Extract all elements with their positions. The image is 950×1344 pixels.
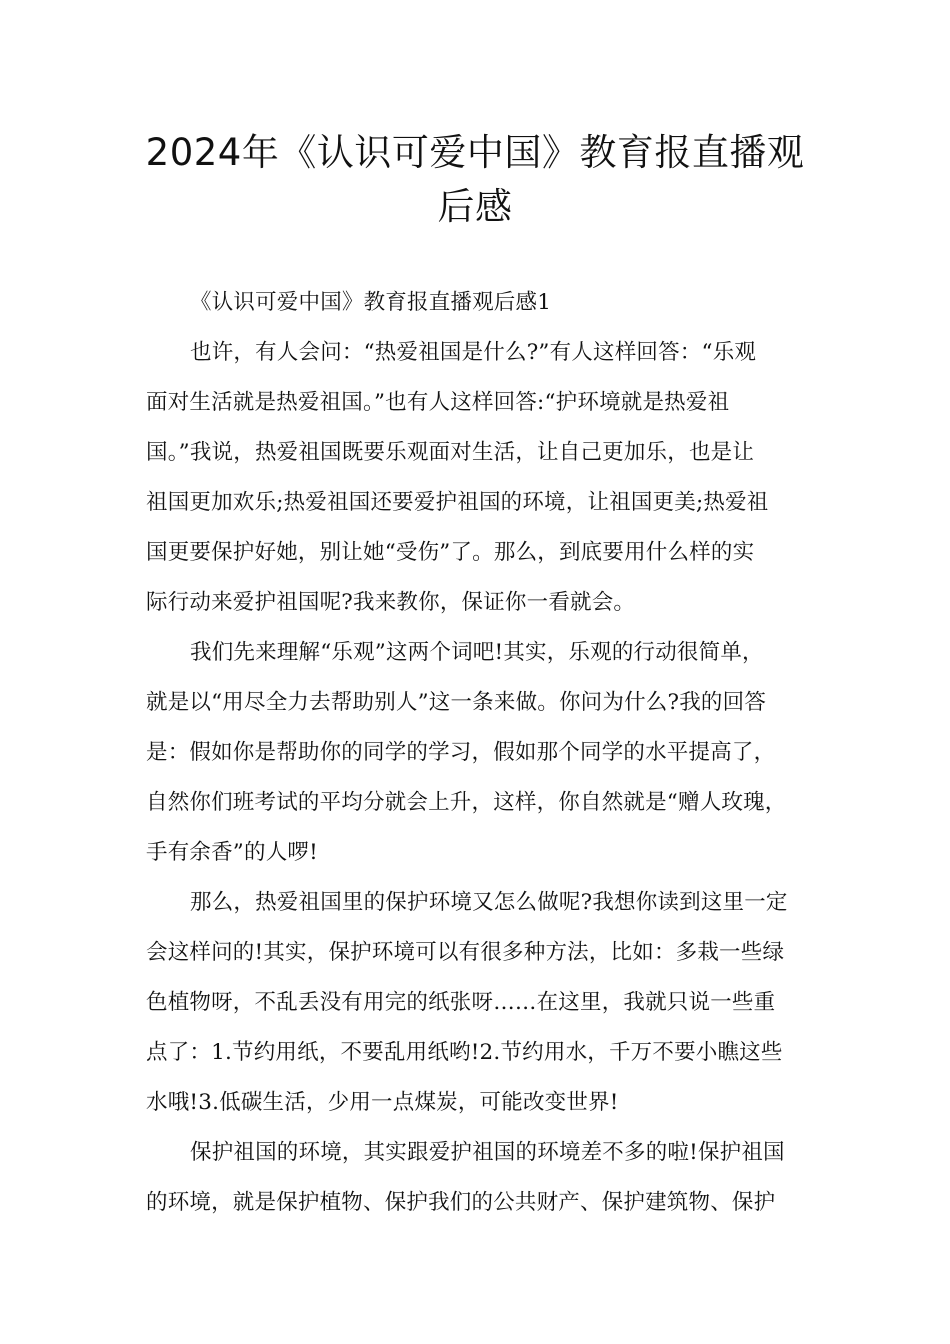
paragraph-line: 国。”我说，热爱祖国既要乐观面对生活，让自己更加乐，也是让 — [146, 440, 755, 465]
paragraph-line: 色植物呀，不乱丢没有用完的纸张呀……在这里，我就只说一些重 — [146, 990, 776, 1015]
paragraph-line: 自然你们班考试的平均分就会上升，这样，你自然就是“赠人玫瑰， — [146, 790, 787, 815]
paragraph-line: 那么，热爱祖国里的保护环境又怎么做呢?我想你读到这里一定 — [190, 890, 788, 915]
paragraph-line: 国更要保护好她，别让她“受伤”了。那么，到底要用什么样的实 — [146, 540, 755, 565]
paragraph-line: 面对生活就是热爱祖国。”也有人这样回答:“护环境就是热爱祖 — [146, 390, 730, 415]
paragraph-line: 我们先来理解“乐观”这两个词吧!其实，乐观的行动很简单， — [190, 640, 764, 665]
section-heading: 《认识可爱中国》教育报直播观后感1 — [190, 290, 552, 315]
document-title-line-2: 后感 — [437, 185, 513, 228]
paragraph-line: 就是以“用尽全力去帮助别人”这一条来做。你问为什么?我的回答 — [146, 690, 767, 715]
paragraph-line: 手有余香”的人啰! — [146, 840, 318, 865]
paragraph-line: 会这样问的!其实，保护环境可以有很多种方法，比如：多栽一些绿 — [146, 940, 785, 965]
paragraph-line: 的环境，就是保护植物、保护我们的公共财产、保护建筑物、保护 — [146, 1190, 776, 1215]
paragraph-line: 水哦!3.低碳生活，少用一点煤炭，可能改变世界! — [146, 1090, 619, 1115]
document-title-line-1: 2024年《认识可爱中国》教育报直播观 — [145, 131, 805, 174]
paragraph-line: 祖国更加欢乐;热爱祖国还要爱护祖国的环境，让祖国更美;热爱祖 — [146, 490, 769, 515]
paragraph-line: 也许，有人会问：“热爱祖国是什么?”有人这样回答：“乐观 — [190, 340, 757, 365]
paragraph-line: 点了：1.节约用纸，不要乱用纸哟!2.节约用水，千万不要小瞧这些 — [146, 1040, 783, 1065]
paragraph-line: 保护祖国的环境，其实跟爱护祖国的环境差不多的啦!保护祖国 — [190, 1140, 785, 1165]
paragraph-line: 际行动来爱护祖国呢?我来教你，保证你一看就会。 — [146, 590, 636, 615]
paragraph-line: 是：假如你是帮助你的同学的学习，假如那个同学的水平提高了， — [146, 740, 776, 765]
